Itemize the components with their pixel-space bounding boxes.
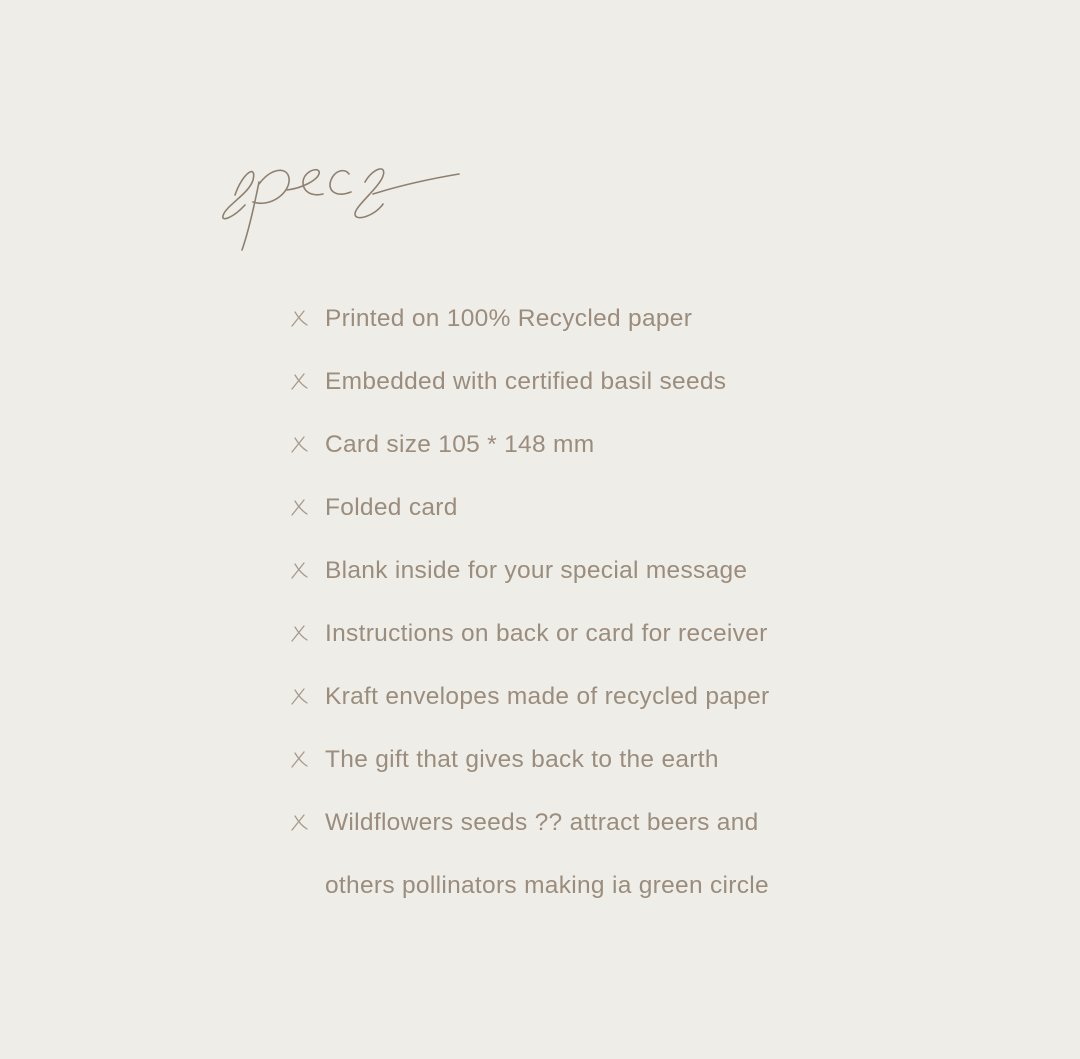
cross-mark-icon	[288, 496, 310, 518]
list-item	[288, 728, 908, 791]
cross-mark-icon	[288, 622, 310, 644]
specs-list	[288, 287, 908, 917]
list-item	[288, 287, 908, 350]
list-item-text: Embedded with certified basil seeds	[325, 368, 727, 395]
list-item-text: Blank inside for your special message	[325, 557, 748, 584]
list-item-text: Card size 105 * 148 mm	[325, 431, 595, 458]
cross-mark-icon	[288, 811, 310, 833]
list-item	[288, 791, 908, 854]
list-item	[288, 539, 908, 602]
list-item-text: others pollinators making ia green circle	[325, 872, 769, 899]
list-item	[288, 350, 908, 413]
list-item-text: Instructions on back or card for receiver	[325, 620, 768, 647]
list-item	[288, 602, 908, 665]
cross-mark-icon	[288, 433, 310, 455]
list-item-text: The gift that gives back to the earth	[325, 746, 719, 773]
cross-mark-icon	[288, 559, 310, 581]
list-item-text: Wildflowers seeds ?? attract beers and	[325, 809, 759, 836]
cross-mark-icon	[288, 748, 310, 770]
list-item	[288, 413, 908, 476]
list-item-text: Printed on 100% Recycled paper	[325, 305, 693, 332]
cross-mark-icon	[288, 685, 310, 707]
cross-mark-icon	[288, 307, 310, 329]
list-item-text: Folded card	[325, 494, 458, 521]
page-title	[215, 150, 465, 255]
list-item-text: Kraft envelopes made of recycled paper	[325, 683, 770, 710]
list-item	[288, 665, 908, 728]
specs-script-title	[215, 150, 465, 255]
list-item	[288, 476, 908, 539]
cross-mark-icon	[288, 370, 310, 392]
list-item	[288, 854, 908, 917]
